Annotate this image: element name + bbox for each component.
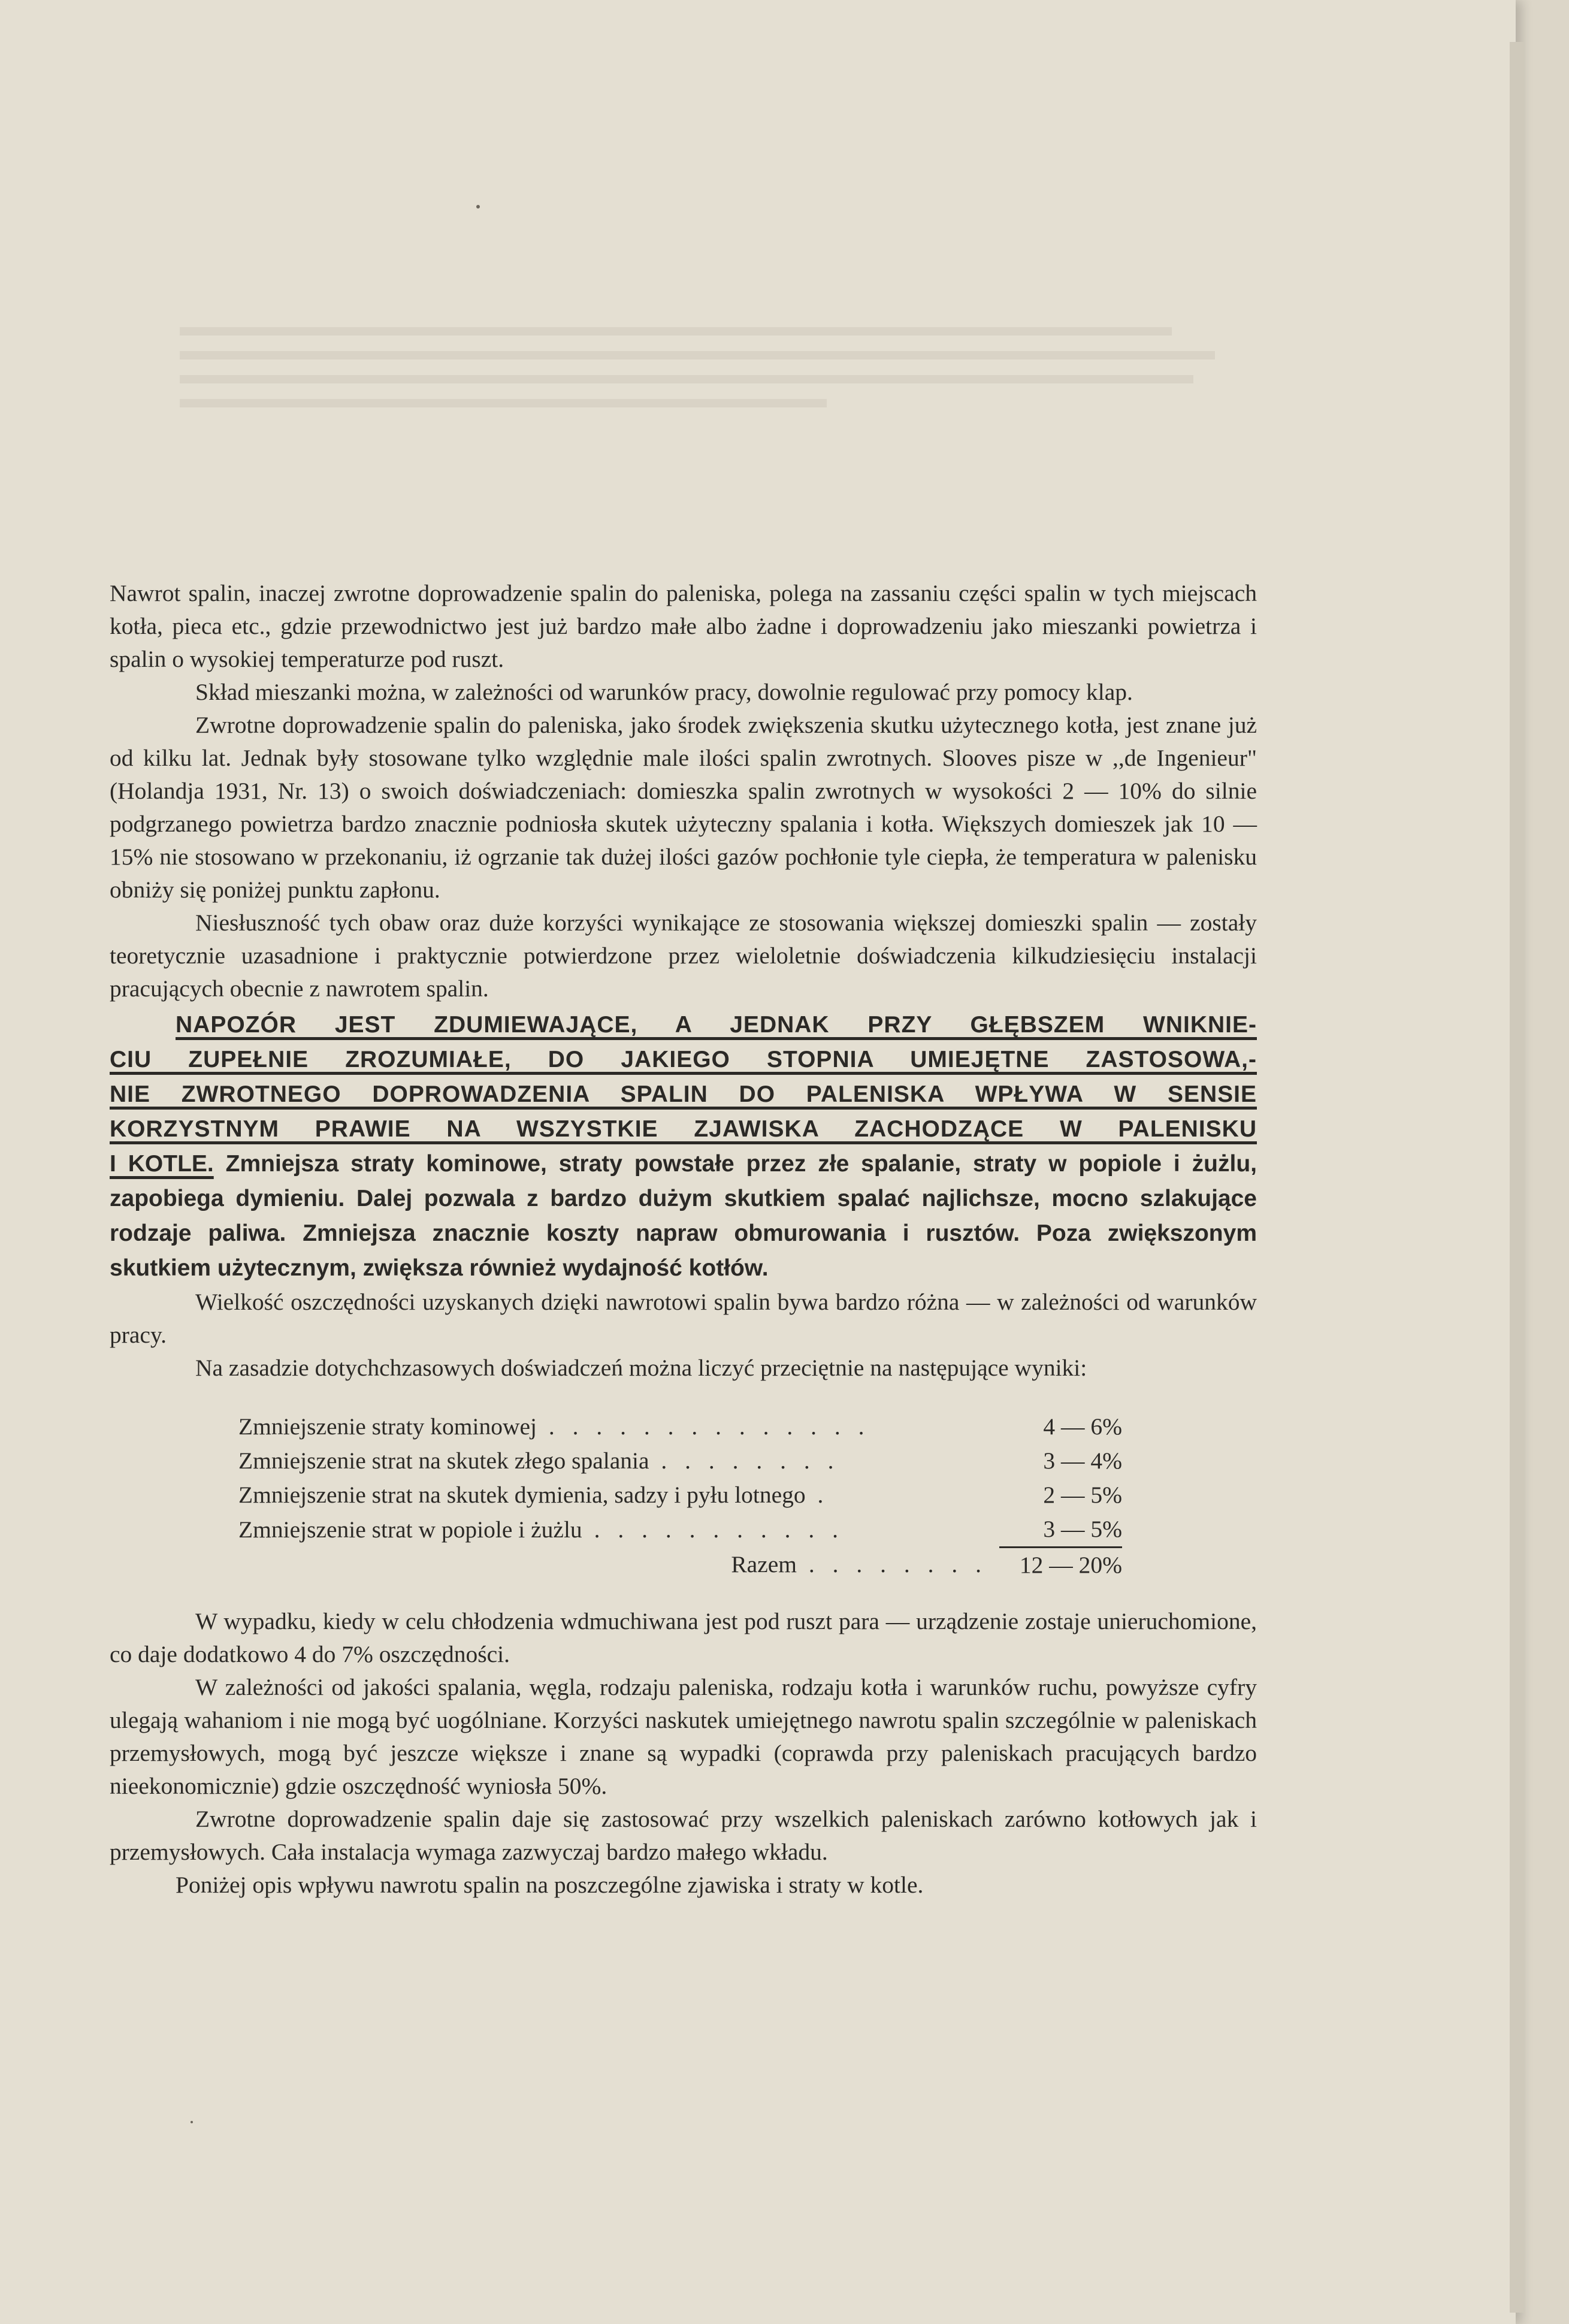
- paragraph: Nawrot spalin, inaczej zwrotne doprowadzenie spalin do paleniska, polega na zassaniu części spalin w tych miejscach kotła, pieca etc., gdzie przewodnictwo jest już bardzo małe albo żadne i doprowadzeniu jako mieszanki powietrza i spalin o wysokiej temperaturze pod ruszt.: [110, 580, 1257, 672]
- leader-dots: . . . . . . . .: [649, 1447, 840, 1474]
- paragraph: Zwrotne doprowadzenie spalin daje się zastosować przy wszelkich paleniskach zarówno kotłowych jak i przemysłowych. Cała instalacja wymaga zazwyczaj bardzo małego wkładu.: [110, 1806, 1257, 1865]
- leader-dots: . . . . . . . .: [797, 1551, 987, 1578]
- leader-dots: .: [805, 1482, 830, 1508]
- ink-speck: [476, 205, 480, 208]
- paragraph: Wielkość oszczędności uzyskanych dzięki nawrotowi spalin bywa bardzo różna — w zależności od warunków pracy.: [110, 1289, 1257, 1348]
- total-row: [238, 1548, 1122, 1583]
- row-label: Zmniejszenie straty kominowej: [238, 1413, 537, 1440]
- savings-table: [238, 1410, 1122, 1582]
- document-body: [110, 577, 1257, 1902]
- paragraph: W zależności od jakości spalania, węgla, rodzaju paleniska, rodzaju kotła i warunków ruchu, powyższe cyfry ulegają wahaniom i nie mogą być uogólniane. Korzyści naskutek umiejętnego nawrotu spalin szczególnie w paleniskach przemysłowych, mogą być jeszcze większe i znane są wypadki (coprawda przy paleniskach pracujących bardzo nieekonomicznie) gdzie oszczędność wyniosła 50%.: [110, 1674, 1257, 1799]
- caps-line: CIU ZUPEŁNIE ZROZUMIAŁE, DO JAKIEGO STOPNIA UMIEJĘTNE ZASTOSOWA,-: [110, 1047, 1257, 1072]
- table-row: [238, 1444, 1122, 1478]
- table-row: [238, 1410, 1122, 1444]
- row-value: 2 — 5%: [1043, 1482, 1122, 1508]
- table-row: [238, 1478, 1122, 1512]
- emphasis-block: [110, 1008, 1257, 1286]
- caps-line: NIE ZWROTNEGO DOPROWADZENIA SPALIN DO PALENISKA WPŁYWA W SENSIE: [110, 1081, 1257, 1107]
- row-label: Zmniejszenie strat na skutek dymienia, sadzy i pyłu lotnego: [238, 1482, 806, 1508]
- total-value: 12 — 20%: [1019, 1552, 1122, 1578]
- paragraph: W wypadku, kiedy w celu chłodzenia wdmuchiwana jest pod ruszt para — urządzenie zostaje unieruchomione, co daje dodatkowo 4 do 7% oszczędności.: [110, 1608, 1257, 1667]
- caps-line: KORZYSTNYM PRAWIE NA WSZYSTKIE ZJAWISKA ZACHODZĄCE W PALENISKU: [110, 1116, 1257, 1142]
- paragraph: Poniżej opis wpływu nawrotu spalin na poszczególne zjawiska i straty w kotle.: [176, 1872, 924, 1898]
- page-edge: [1510, 42, 1524, 2313]
- paragraph: Skład mieszanki można, w zależności od warunków pracy, dowolnie regulować przy pomocy klap.: [195, 679, 1133, 705]
- ink-speck: [191, 2121, 193, 2123]
- paragraph: Na zasadzie dotychchzasowych doświadczeń można liczyć przeciętnie na następujące wyniki:: [195, 1355, 1087, 1381]
- row-value: 3 — 5%: [999, 1512, 1122, 1548]
- leader-dots: . . . . . . . . . . . . . .: [537, 1413, 870, 1440]
- bleed-through-heading: [431, 204, 1210, 258]
- caps-line: NAPOZÓR JEST ZDUMIEWAJĄCE, A JEDNAK PRZY GŁĘBSZEM WNIKNIE-: [176, 1012, 1257, 1038]
- row-label: Zmniejszenie strat na skutek złego spalania: [238, 1447, 649, 1474]
- bleed-through-lines: [180, 312, 1258, 423]
- paragraph: Zwrotne doprowadzenie spalin do paleniska, jako środek zwiększenia skutku użytecznego kotła, jest znane już od kilku lat. Jednak były stosowane tylko względnie male ilości spalin zwrotnych. Slooves pisze w ,,de Ingenieur" (Holandja 1931, Nr. 13) o swoich doświadczeniach: domieszka spalin zwrotnych w wysokości 2 — 10% do silnie podgrzanego powietrza bardzo znacznie podniosła skutek użyteczny spalania i kotła. Większych domieszek jak 10 — 15% nie stosowano w przekonaniu, iż ogrzanie tak dużej ilości gazów pochłonie tyle ciepła, że temperatura w palenisku obniży się poniżej punktu zapłonu.: [110, 712, 1257, 903]
- row-value: 3 — 4%: [1043, 1447, 1122, 1474]
- caps-tail: I KOTLE.: [110, 1151, 214, 1177]
- bold-text: Zmniejsza straty kominowe, straty powstałe przez złe spalanie, straty w popiole i żużlu, zapobiega dymieniu. Dalej pozwala z bardzo dużym skutkiem spalać najlichsze, mocno szlakujące rodzaje paliwa. Zmniejsza znacznie koszty napraw obmurowania i rusztów. Poza zwiększonym skutkiem użytecznym, zwiększa również wydajność kotłów.: [110, 1151, 1257, 1281]
- row-value: 4 — 6%: [1043, 1413, 1122, 1440]
- table-row: [238, 1512, 1122, 1548]
- row-label: Zmniejszenie strat w popiole i żużlu: [238, 1516, 582, 1543]
- paragraph: Niesłuszność tych obaw oraz duże korzyści wynikające ze stosowania większej domieszki spalin — zostały teoretycznie uzasadnione i praktycznie potwierdzone przez wieloletnie doświadczenia kilkudziesięciu instalacji pracujących obecnie z nawrotem spalin.: [110, 909, 1257, 1002]
- leader-dots: . . . . . . . . . . .: [582, 1516, 844, 1543]
- total-label: Razem: [731, 1551, 797, 1578]
